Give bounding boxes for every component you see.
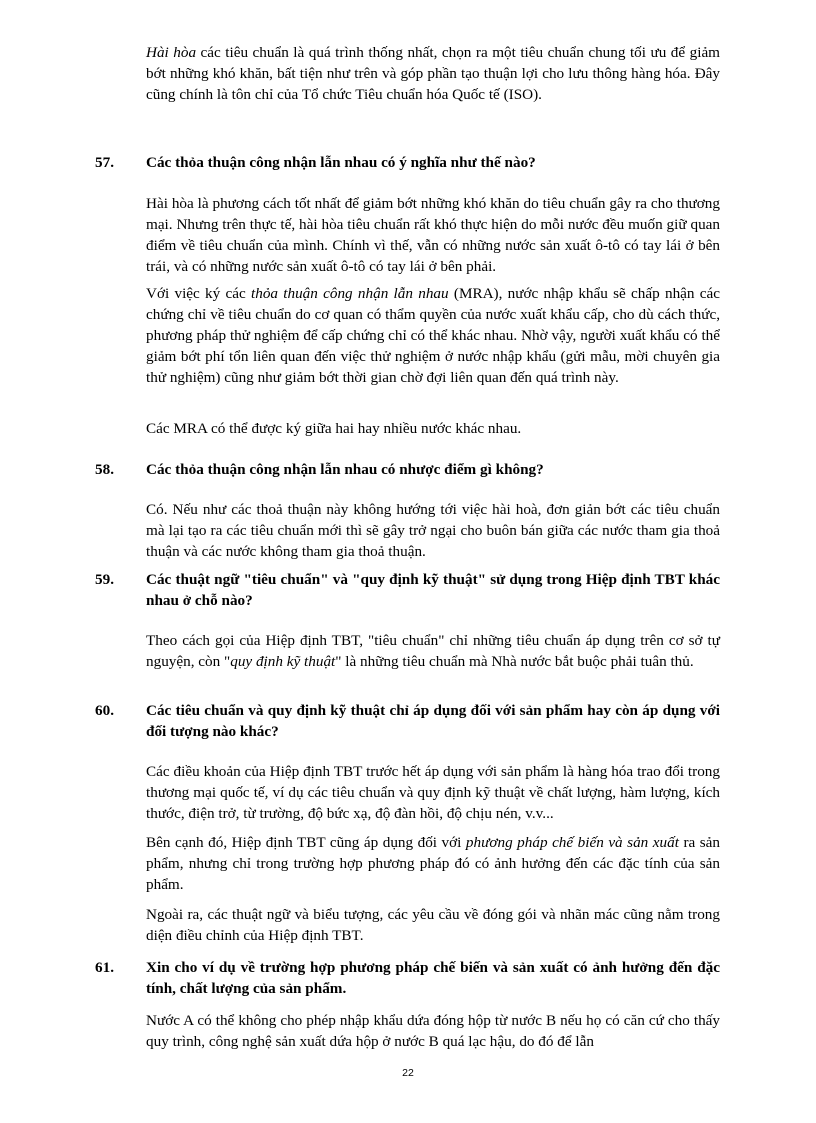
question-59-heading: Các thuật ngữ "tiêu chuẩn" và "quy định kỹ thuật" sử dụng trong Hiệp định TBT khác nhau ở chỗ nào? [146,571,720,609]
q60-p2-term: phương pháp chế biến và sản xuất [465,834,679,851]
q57-p2-after: (MRA), nước nhập khẩu sẽ chấp nhận các chứng chỉ về tiêu chuẩn do cơ quan có thẩm quyền của nước xuất khẩu cấp, cho dù cách thức, phương pháp thử nghiệm để cấp chứng chỉ có thể khác nhau. Nhờ vậy, người xuất khẩu có thể giảm bớt phí tổn liên quan đến việc thử nghiệm ở nước nhập khẩu (gửi mẫu, mời chuyên gia thử nghiệm) cũng như giảm bớt thời gian chờ đợi liên quan đến quá trình này. [146,285,720,386]
question-61-heading: Xin cho ví dụ về trường hợp phương pháp chế biến và sản xuất có ảnh hưởng đến đặc tính, chất lượng của sản phẩm. [146,959,720,997]
question-60-number: 60. [95,702,114,719]
q59-paragraph-1 [146,630,720,672]
q59-p1-term: quy định kỹ thuật [230,653,336,670]
q60-p2-before: Bên cạnh đó, Hiệp định TBT cũng áp dụng đối với [146,834,466,851]
q57-paragraph-1: Hài hòa là phương cách tốt nhất để giảm bớt những khó khăn do tiêu chuẩn gây ra cho thương mại. Nhưng trên thực tế, hài hòa tiêu chuẩn rất khó thực hiện do mỗi nước đều muốn giữ quan điểm về tiêu chuẩn của mình. Chính vì thế, vẫn có những nước sản xuất ô-tô có tay lái ở bên trái, và có những nước sản xuất ô-tô có tay lái ở bên phải. [146,195,720,275]
question-57-number: 57. [95,154,114,171]
question-58-number: 58. [95,461,114,478]
intro-paragraph [146,42,720,105]
q60-paragraph-3: Ngoài ra, các thuật ngữ và biểu tượng, các yêu cầu về đóng gói và nhãn mác cũng nằm trong diện điều chỉnh của Hiệp định TBT. [146,906,720,944]
intro-text: các tiêu chuẩn là quá trình thống nhất, chọn ra một tiêu chuẩn chung tối ưu để giảm bớt những khó khăn, bất tiện như trên và góp phần tạo thuận lợi cho lưu thông hàng hóa. Đây cũng chính là tôn chỉ của Tổ chức Tiêu chuẩn hóa Quốc tế (ISO). [146,44,720,103]
q57-paragraph-3: Các MRA có thể được ký giữa hai hay nhiều nước khác nhau. [146,420,522,437]
q60-paragraph-1: Các điều khoản của Hiệp định TBT trước hết áp dụng với sản phẩm là hàng hóa trao đổi trong thương mại quốc tế, ví dụ các tiêu chuẩn và quy định kỹ thuật về chất lượng, hàm lượng, kích thước, điện trở, từ trường, độ bức xạ, độ đàn hồi, độ chịu nén, v.v... [146,763,720,822]
q60-paragraph-2 [146,832,720,895]
page-number: 22 [402,1067,414,1079]
q59-p1-before: Theo cách gọi của Hiệp định TBT, "tiêu chuẩn" chỉ những tiêu chuẩn áp dụng trên cơ sở tự nguyện, còn " [146,632,720,670]
question-61-number: 61. [95,959,114,976]
q57-p2-before: Với việc ký các [146,285,251,302]
q60-p2-after: ra sản phẩm, nhưng chỉ trong trường hợp phương pháp đó có ảnh hưởng đến các đặc tính của sản phẩm. [146,834,721,893]
q59-p1-after: " là những tiêu chuẩn mà Nhà nước bắt buộc phải tuân thủ. [335,653,694,670]
question-60-heading: Các tiêu chuẩn và quy định kỹ thuật chỉ áp dụng đối với sản phẩm hay còn áp dụng với đối tượng nào khác? [146,702,720,740]
q58-paragraph-1: Có. Nếu như các thoả thuận này không hướng tới việc hài hoà, đơn giản bớt các tiêu chuẩn mà lại tạo ra các tiêu chuẩn mới thì sẽ gây trở ngại cho buôn bán giữa các nước tham gia thoả thuận và các nước không tham gia thoả thuận. [146,501,720,560]
intro-term: Hài hòa [146,44,197,61]
q57-p2-term: thỏa thuận công nhận lẫn nhau [251,285,449,302]
question-59-number: 59. [95,571,114,588]
question-57-heading: Các thỏa thuận công nhận lẫn nhau có ý nghĩa như thế nào? [146,154,536,171]
q57-paragraph-2 [146,283,720,388]
q61-paragraph-1: Nước A có thể không cho phép nhập khẩu dứa đóng hộp từ nước B nếu họ có căn cứ cho thấy quy trình, công nghệ sản xuất dứa hộp ở nước B quá lạc hậu, do đó để lẫn [146,1012,720,1050]
question-58-heading: Các thỏa thuận công nhận lẫn nhau có nhược điểm gì không? [146,461,544,478]
